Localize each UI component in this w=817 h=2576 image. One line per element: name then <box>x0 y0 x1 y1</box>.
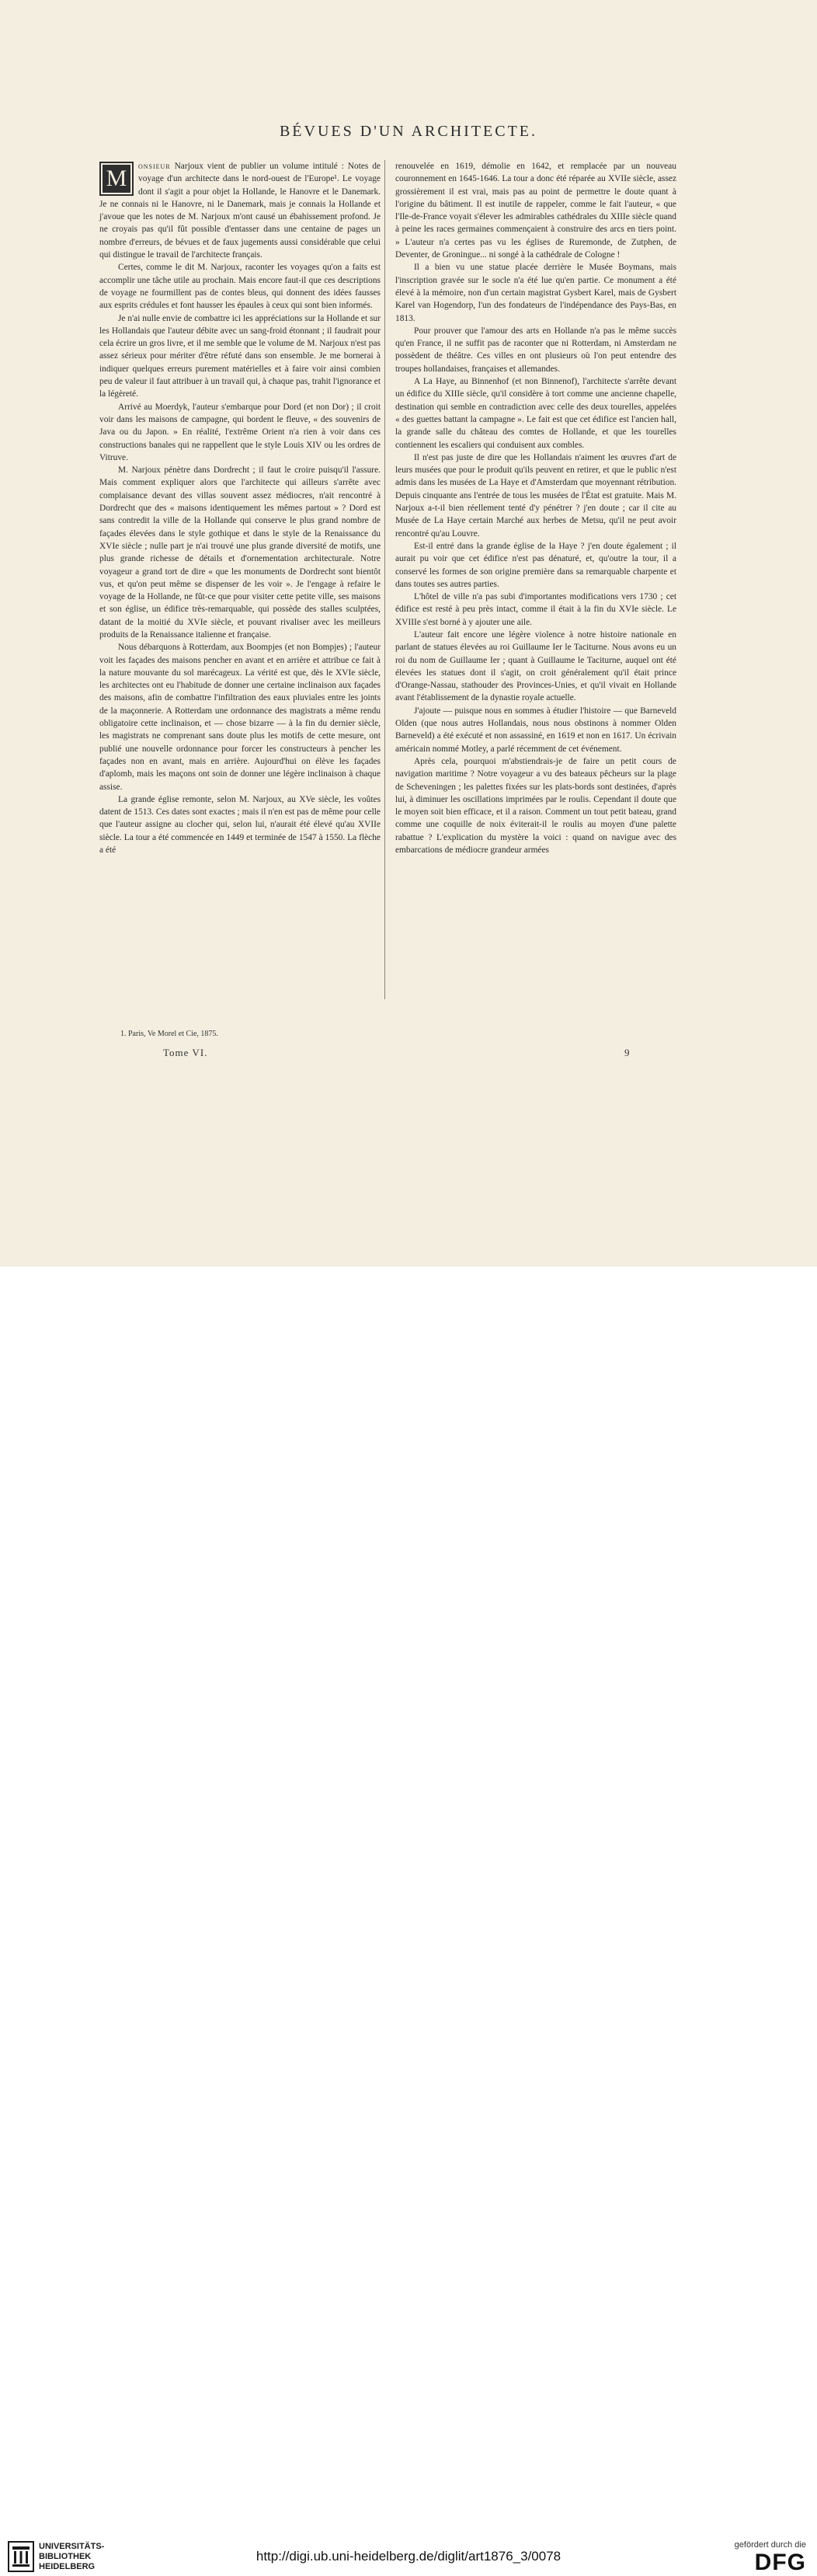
footnote: 1. Paris, Ve Morel et Cie, 1875. <box>120 1030 218 1038</box>
right-column <box>395 160 676 856</box>
library-line-2: BIBLIOTHEK <box>39 2552 92 2561</box>
right-paragraph-3: Pour prouver que l'amour des arts en Hollande n'a pas le même succès qu'en France, il ne suffit pas de raconter que ni Rotterdam, ni Amsterdam ne possèdent de théâtre. Ces villes en ont plusieurs où l'on peut entendre des troupes hollandaises, françaises et allemandes. <box>395 326 676 374</box>
column-divider <box>384 160 385 999</box>
left-paragraph-4: Arrivé au Moerdyk, l'auteur s'embarque pour Dord (et non Dor) ; il croit voir dans les maisons de campagne, qui bordent le fleuve, « des souvenirs de Java ou du Japon. » En réalité, l'extrême Orient n'a rien à voir dans ces constructions banales qui ne rappellent que le style Louis XIV ou les ordres de Vitruve. <box>99 402 381 462</box>
viewer-footer <box>0 1267 817 2575</box>
left-paragraph-1 <box>99 160 381 261</box>
left-paragraph-3: Je n'ai nulle envie de combattre ici les appréciations sur la Hollande et sur les Hollandais que l'auteur débite avec un sang-froid étonnant ; il faudrait pour cela écrire un gros livre, et il me semble que le volume de M. Narjoux n'est pas assez sérieux pour mériter d'être réfuté dans son ensemble. Je me bornerai à indiquer quelques erreurs purement matérielles et à faire voir ainsi combien peu de valeur il faut attribuer à un travail qui, à chaque pas, trahit l'ignorance et la légèreté. <box>99 313 381 399</box>
dfg-logo[interactable]: DFG <box>754 2550 806 2575</box>
first-word: onsieur <box>138 162 171 171</box>
left-paragraph-6: Nous débarquons à Rotterdam, aux Boompjes (et non Bompjes) ; l'auteur voit les façades des maisons pencher en avant et en arrière et attribue ce fait à la nature mouvante du sol marécageux. La vérité est que, dès le XVIe siècle, les architectes ont eu l'habitude de donner une certaine inclinaison aux façades des maisons, afin de combattre l'infiltration des eaux pluviales entre les joints de la maçonnerie. A Rotterdam une ordonnance des magistrats a même rendu obligatoire cette inclinaison, et — chose bizarre — à la fin du dernier siècle, les magistrats ne comprenant sans doute plus les motifs de cette mesure, ont publié une nouvelle ordonnance pour forcer les constructeurs à pencher les façades non en avant, mais en arrière. Aujourd'hui on élève les façades d'aplomb, mais les maçons ont soin de donner une légère inclinaison à chaque assise. <box>99 643 381 792</box>
right-paragraph-9: J'ajoute — puisque nous en sommes à étudier l'histoire — que Barneveld Olden (que nous autres Hollandais, nous nous obstinons à nommer Olden Barneveld) a été exécuté et non assassiné, en 1619 et non en 1617. Un écrivain américain nommé Motley, a parlé récemment de cet événement. <box>395 706 676 754</box>
page-url-link[interactable]: http://digi.ub.uni-heidelberg.de/diglit/art1876_3/0078 <box>256 2549 561 2564</box>
right-paragraph-6: Est-il entré dans la grande église de la Haye ? j'en doute également ; il aurait pu voir que cet édifice n'est pas dénaturé, et, qu'outre la tour, il a conservé les formes de son origine première dans sa remarquable charpente et dans toutes ses autres parties. <box>395 541 676 589</box>
scanned-page <box>0 0 817 1267</box>
left-paragraph-7: La grande église remonte, selon M. Narjoux, au XVe siècle, les voûtes datent de 1513. Ces dates sont exactes ; mais il n'en est pas de même pour celle que l'auteur assigne au clocher qui, selon lui, n'aurait été élevé qu'au XVIIe siècle. La tour a été commencée en 1449 et terminée de 1547 à 1550. La flèche a été <box>99 794 381 856</box>
right-paragraph-10: Après cela, pourquoi m'abstiendrais-je de faire un petit cours de navigation maritime ? Notre voyageur a vu des bateaux pêcheurs sur la plage de Scheveningen ; les palettes fixées sur les plats-bords sont destinées, d'après lui, à diminuer les oscillations imprimées par le roulis. Cependant il doute que le moyen soit bien efficace, et il a raison. Comment un tout petit bateau, grand comme une coquille de noix éviterait-il le roulis au moyen d'une palette rabattue ? L'explication du mystère la voici : quand on navigue avec des embarcations de médiocre grandeur armées <box>395 756 676 856</box>
right-paragraph-5: Il n'est pas juste de dire que les Hollandais n'aiment les œuvres d'art de leurs musées que pour le produit qu'ils peuvent en retirer, et que le public n'est admis dans les musées de La Haye et d'Amsterdam que moyennant rétribution. Depuis cinquante ans l'entrée de tous les musées de l'État est gratuite. Mais M. Narjoux a-t-il bien réellement tenté d'y pénétrer ? j'en doute ; car il cite au Musée de La Haye certain Marché aux herbes de Metsu, qu'il ne peut avoir rencontré qu'au Louvre. <box>395 452 676 539</box>
page-number: 9 <box>624 1047 630 1058</box>
article-title: BÉVUES D'UN ARCHITECTE. <box>279 123 538 140</box>
right-paragraph-8: L'auteur fait encore une légère violence à notre histoire nationale en parlant de statues élevées au roi Guillaume Ier le Taciturne. Nous avons eu un roi du nom de Guillaume Ier ; quant à Guillaume le Taciturne, auquel ont été élevées les statues dont il s'agit, on croit généralement qu'il était prince d'Orange-Nassau, stathouder des Provinces-Unies, et qu'il vivait en Hollande avant l'établissement de la dynastie royale actuelle. <box>395 629 676 703</box>
right-paragraph-1: renouvelée en 1619, démolie en 1642, et remplacée par un nouveau couronnement en 1645-1646. La tour a donc été réparée au XVIIe siècle, assez grossièrement il est vrai, mais pas au point de permettre le doute quant à l'origine du bâtiment. Il est inutile de rappeler, comme le fait l'auteur, « que l'Ile-de-France voyait s'élever les admirables cathédrales du XIIIe siècle quand à peine les races germaines commençaient à construire des arcs en tiers point. » L'auteur n'a certes pas vu les églises de Ruremonde, de Zutphen, de Deventer, de Groningue... ni songé à la cathédrale de Cologne ! <box>395 162 676 260</box>
ornamental-initial: M <box>99 162 134 196</box>
left-paragraph-5: M. Narjoux pénètre dans Dordrecht ; il faut le croire puisqu'il l'assure. Mais comment expliquer alors que l'architecte qui ailleurs s'arrête avec complaisance devant des villas souvent assez médiocres, n'ait rencontré à Dordrecht que des « maisons identiquement les mêmes partout » ? Dord est sans contredit la ville de la Hollande qui conserve le plus grand nombre de façades élevées dans le style gothique et dans le style de la Renaissance du XVIe siècle ; nulle part je n'ai trouvé une plus grande diversité de motifs, une plus grande richesse de détails et d'ornementation architecturale. Notre voyageur a grand tort de dire « que les monuments de Dordrecht sont bientôt vus, et qu'on peut même se dispenser de les voir ». Je l'engage à refaire le voyage de la Hollande, ne fût-ce que pour visiter cette petite ville, ses maisons et son église, un édifice très-remarquable, qui possède des stalles sculptées, datant de la moitié du XVIe siècle, et pouvant rivaliser avec les meilleurs produits de la Renaissance italienne et française. <box>99 465 381 640</box>
right-paragraph-2: Il a bien vu une statue placée derrière le Musée Boymans, mais l'inscription gravée sur le socle n'a été lue qu'en partie. Ce monument a été élevé à la mémoire, non d'un certain magistrat Gysbert Karel, mais de Gysbert Karel van Hogendorp, l'un des fondateurs de l'indépendance des Pays-Bas, en 1813. <box>395 263 676 323</box>
library-line-3: HEIDELBERG <box>39 2562 96 2571</box>
right-paragraph-7: L'hôtel de ville n'a pas subi d'importantes modifications vers 1730 ; cet édifice est resté à peu près intact, comme il était à la fin du XVIe siècle. Le XVIIIe s'est borné à y ajouter une aile. <box>395 592 676 627</box>
paragraph-text: Narjoux vient de publier un volume intitulé : Notes de voyage d'un architecte dans le nord-ouest de l'Europe¹. Le voyage dont il s'agit a pour objet la Hollande, le Hanovre et le Danemark. Je ne connais ni le Hanovre, ni le Danemark, mais je connais la Hollande et j'avoue que les notes de M. Narjoux m'ont causé un ébahissement profond. Je ne croyais pas qu'il fût possible d'entasser dans une centaine de pages un nombre d'erreurs, de bévues et de faux jugements aussi considérable que celui qui distingue le travail de l'architecte français. <box>99 162 381 260</box>
sponsor-text: gefördert durch die <box>734 2540 806 2550</box>
left-paragraph-2: Certes, comme le dit M. Narjoux, raconter les voyages qu'on a faits est accomplir une tâche utile au prochain. Mais encore faut-il que ces descriptions de voyage ne fourmillent pas de contes bleus, qui donnent des idées fausses aux esprits crédules et font hausser les épaules à ceux qui sont bien informés. <box>99 263 381 311</box>
right-paragraph-4: A La Haye, au Binnenhof (et non Binnenof), l'architecte s'arrête devant un édifice du XIIIe siècle, qu'il considère à tort comme une ancienne chapelle, destination qui semble en contradiction avec celle des deux tourelles, appelées « des guettes battant la campagne ». Le fait est que cet édifice est l'ancien hall, la grande salle du château des comtes de Hollande, et que les tourelles contiennent les escaliers qui conduisent aux combles. <box>395 377 676 450</box>
left-column <box>99 160 381 856</box>
volume-label: Tome VI. <box>163 1047 208 1058</box>
library-line-1: UNIVERSITÄTS- <box>39 2542 105 2551</box>
